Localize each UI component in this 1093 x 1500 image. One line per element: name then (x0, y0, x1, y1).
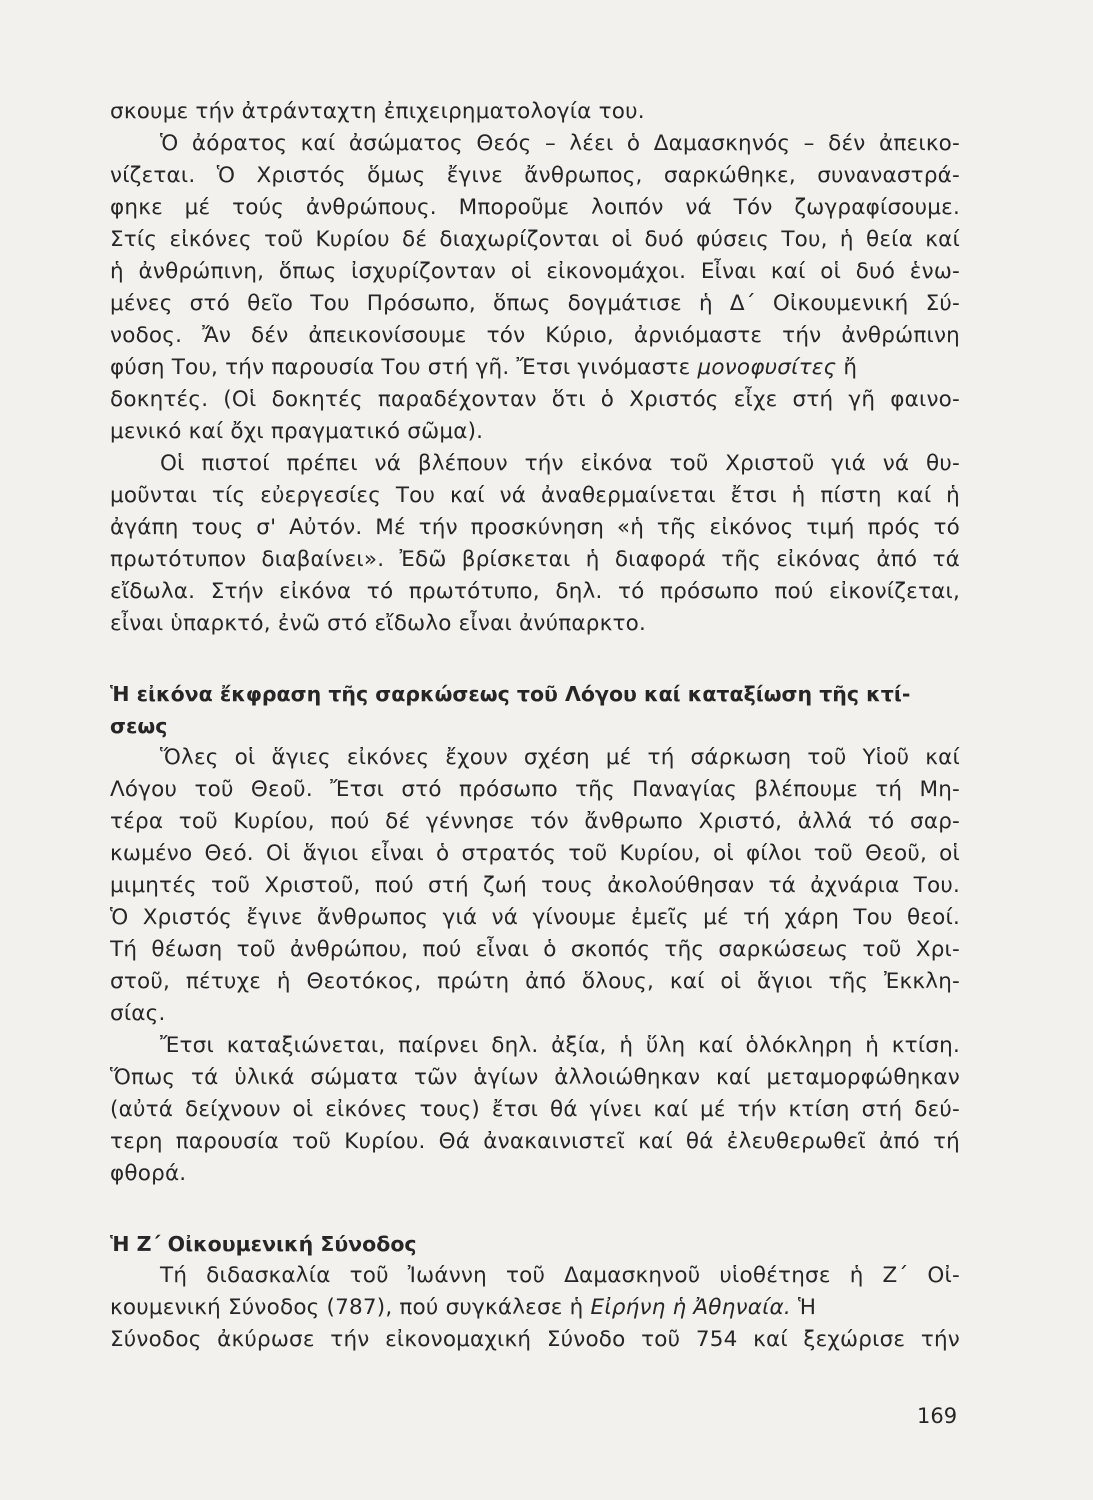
text-line: Ὁ Χριστός ἔγινε ἄνθρωπος γιά νά γίνουμε ἐμεῖς μέ τή χάρη Του θεοί. (110, 905, 960, 930)
text-line: στοῦ, πέτυχε ἡ Θεοτόκος, πρώτη ἀπό ὅλους, καί οἱ ἅγιοι τῆς Ἐκκλη- (110, 969, 960, 994)
text-line: Ὅλες οἱ ἅγιες εἰκόνες ἔχουν σχέση μέ τή σάρκωση τοῦ Υἱοῦ καί (160, 745, 960, 770)
text-line: νίζεται. Ὁ Χριστός ὅμως ἔγινε ἄνθρωπος, σαρκώθηκε, συναναστρά- (110, 163, 960, 188)
section-heading: Ἡ εἰκόνα ἔκφραση τῆς σαρκώσεως τοῦ Λόγου καί καταξίωση τῆς κτί- (110, 682, 911, 706)
text-line: Ὅπως τά ὑλικά σώματα τῶν ἁγίων ἀλλοιώθηκαν καί μεταμορφώθηκαν (110, 1065, 960, 1090)
section-heading: σεως (110, 714, 168, 738)
text-span: δοκητές. (Οἱ δοκητές παραδέχονταν ὅτι ὁ Χριστός εἶχε στή γῆ φαινο- (110, 387, 960, 412)
text-line: τέρα τοῦ Κυρίου, πού δέ γέννησε τόν ἄνθρωπο Χριστό, ἀλλά τό σαρ- (110, 809, 960, 834)
text-line: Τή διδασκαλία τοῦ Ἰωάννη τοῦ Δαμασκηνοῦ υἱοθέτησε ἡ Ζ΄ Οἰ- (160, 1263, 960, 1288)
text-line: ἀγάπη τους σ' Αὐτόν. Μέ τήν προσκύνηση «ἡ τῆς εἰκόνος τιμή πρός τό (110, 515, 960, 540)
text-line: μενικό καί ὄχι πραγματικό σῶμα). (110, 419, 484, 444)
text-span: Ἡ (790, 1295, 817, 1320)
text-line: κωμένο Θεό. Οἱ ἅγιοι εἶναι ὁ στρατός τοῦ Κυρίου, οἱ φίλοι τοῦ Θεοῦ, οἱ (110, 841, 960, 866)
text-line: σκουμε τήν ἀτράνταχτη ἐπιχειρηματολογία του. (110, 99, 645, 124)
text-line: τερη παρουσία τοῦ Κυρίου. Θά ἀνακαινιστεῖ καί θά ἐλευθερωθεῖ ἀπό τή (110, 1129, 960, 1154)
text-line: φηκε μέ τούς ἀνθρώπους. Μποροῦμε λοιπόν νά Τόν ζωγραφίσουμε. (110, 195, 960, 220)
text-line: Στίς εἰκόνες τοῦ Κυρίου δέ διαχωρίζονται οἱ δυό φύσεις Του, ἡ θεία καί (110, 227, 960, 252)
text-line: Ἔτσι καταξιώνεται, παίρνει δηλ. ἀξία, ἡ ὕλη καί ὁλόκληρη ἡ κτίση. (160, 1033, 960, 1058)
section-gap (110, 640, 960, 678)
text-line (110, 352, 960, 384)
text-line: (αὐτά δείχνουν οἱ εἰκόνες τους) ἔτσι θά γίνει καί μέ τήν κτίση στή δεύ- (110, 1097, 960, 1122)
text-line (110, 384, 960, 416)
italic-term: μονοφυσίτες (697, 355, 837, 380)
text-line: Λόγου τοῦ Θεοῦ. Ἔτσι στό πρόσωπο τῆς Παναγίας βλέπουμε τή Μη- (110, 777, 960, 802)
text-line: νοδος. Ἄν δέν ἀπεικονίσουμε τόν Κύριο, ἀρνιόμαστε τήν ἀνθρώπινη (110, 323, 960, 348)
text-line: μένες στό θεῖο Του Πρόσωπο, ὅπως δογμάτισε ἡ Δ΄ Οἰκουμενική Σύ- (110, 291, 960, 316)
text-span: φύση Του, τήν παρουσία Του στή γῆ. Ἔτσι γινόμαστε (110, 355, 691, 380)
text-line: μοῦνται τίς εὐεργεσίες Του καί νά ἀναθερμαίνεται ἔτσι ἡ πίστη καί ἡ (110, 483, 960, 508)
section-heading: Ἡ Ζ΄ Οἰκουμενική Σύνοδος (110, 1232, 417, 1256)
text-line: Ὁ ἀόρατος καί ἀσώματος Θεός – λέει ὁ Δαμασκηνός – δέν ἀπεικο- (160, 131, 960, 156)
text-span: κουμενική Σύνοδος (787), πού συγκάλεσε ἡ (110, 1295, 584, 1320)
text-line (110, 1292, 960, 1324)
text-line: μιμητές τοῦ Χριστοῦ, πού στή ζωή τους ἀκολούθησαν τά ἀχνάρια Του. (110, 873, 960, 898)
text-line: εἴδωλα. Στήν εἰκόνα τό πρωτότυπο, δηλ. τό πρόσωπο πού εἰκονίζεται, (110, 579, 960, 604)
text-line: ἡ ἀνθρώπινη, ὅπως ἰσχυρίζονταν οἱ εἰκονομάχοι. Εἶναι καί οἱ δυό ἑνω- (110, 259, 960, 284)
text-line: φθορά. (110, 1161, 187, 1186)
text-line: εἶναι ὑπαρκτό, ἐνῶ στό εἴδωλο εἶναι ἀνύπαρκτο. (110, 611, 647, 636)
text-line: Τή θέωση τοῦ ἀνθρώπου, πού εἶναι ὁ σκοπός τῆς σαρκώσεως τοῦ Χρι- (110, 937, 960, 962)
text-line: Σύνοδος ἀκύρωσε τήν εἰκονομαχική Σύνοδο τοῦ 754 καί ξεχώρισε τήν (110, 1327, 960, 1352)
text-line: πρωτότυπον διαβαίνει». Ἐδῶ βρίσκεται ἡ διαφορά τῆς εἰκόνας ἀπό τά (110, 547, 960, 572)
text-line: σίας. (110, 1001, 166, 1026)
page-body (110, 96, 960, 1356)
text-span: ἤ (836, 355, 858, 380)
section-gap (110, 1190, 960, 1228)
page-number: 169 (917, 1404, 958, 1428)
text-line: Οἱ πιστοί πρέπει νά βλέπουν τήν εἰκόνα τοῦ Χριστοῦ γιά νά θυ- (160, 451, 960, 476)
italic-term: Εἰρήνη ἡ Ἀθηναία. (590, 1295, 791, 1320)
